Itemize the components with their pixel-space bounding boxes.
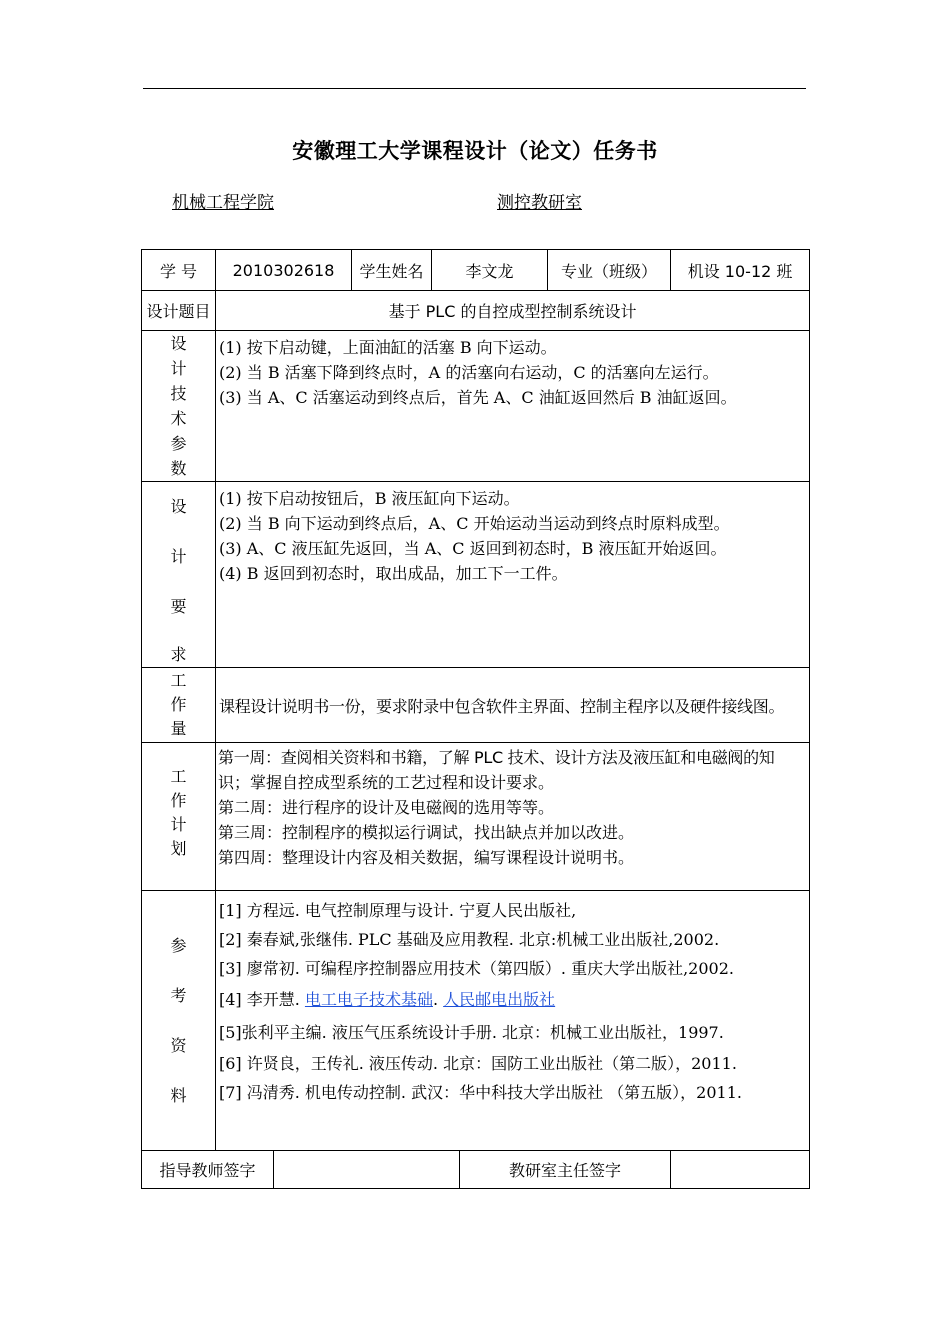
reference-item: [4] 李开慧. 电工电子技术基础. 人民邮电出版社	[219, 990, 556, 1009]
tech-params-label: 设 计 技 术 参 数	[142, 331, 216, 482]
reference-link-book[interactable]: 电工电子技术基础	[304, 990, 433, 1009]
advisor-signature-label: 指导教师签字	[142, 1151, 274, 1189]
page-title: 安徽理工大学课程设计（论文）任务书	[292, 139, 658, 163]
requirement-line: (3) A、C 液压缸先返回，当 A、C 返回到初态时，B 液压缸开始返回。	[219, 539, 727, 558]
student-name-value: 李文龙	[432, 250, 548, 291]
work-plan-line: 第三周：控制程序的模拟运行调试，找出缺点并加以改进。	[218, 823, 635, 842]
workload-label: 工 作 量	[142, 668, 216, 743]
advisor-signature-field[interactable]	[274, 1151, 460, 1189]
director-signature-field[interactable]	[671, 1151, 810, 1189]
reference-link-publisher[interactable]: 人民邮电出版社	[443, 990, 556, 1009]
work-plan-content	[216, 743, 810, 891]
work-plan-line: 第一周：查阅相关资料和书籍，了解 PLC 技术、设计方法及液压缸和电磁阀的知	[218, 748, 775, 767]
workload-row	[142, 668, 810, 743]
references-content	[216, 891, 810, 1151]
tech-param-line: (3) 当 A、C 活塞运动到终点后，首先 A、C 油缸返回然后 B 油缸返回。	[219, 388, 737, 407]
work-plan-line: 第二周：进行程序的设计及电磁阀的选用等等。	[218, 798, 555, 817]
director-signature-label: 教研室主任签字	[460, 1151, 671, 1189]
signature-row	[142, 1151, 810, 1189]
reference-item: [5]张利平主编. 液压气压系统设计手册. 北京：机械工业出版社，1997.	[219, 1023, 724, 1042]
requirement-line: (1) 按下启动按钮后，B 液压缸向下运动。	[219, 489, 520, 508]
reference-item: [6] 许贤良，王传礼. 液压传动. 北京：国防工业出版社（第二版），2011.	[219, 1054, 737, 1073]
requirements-content	[216, 482, 810, 668]
reference-item: [1] 方程远. 电气控制原理与设计. 宁夏人民出版社,	[219, 901, 577, 920]
topic-row	[142, 291, 810, 331]
student-id-value: 2010302618	[216, 250, 352, 291]
references-label: 参 考 资 料	[142, 891, 216, 1151]
work-plan-line: 第四周：整理设计内容及相关数据，编写课程设计说明书。	[218, 848, 635, 867]
reference-item: [7] 冯清秀. 机电传动控制. 武汉：华中科技大学出版社 （第五版），2011.	[219, 1083, 742, 1102]
major-value: 机设 10-12 班	[671, 250, 810, 291]
references-row	[142, 891, 810, 1151]
student-info-row	[142, 250, 810, 291]
work-plan-line: 识；掌握自控成型系统的工艺过程和设计要求。	[218, 773, 555, 792]
office-name: 测控教研室	[497, 193, 582, 213]
student-id-label: 学 号	[142, 250, 216, 291]
work-plan-row	[142, 743, 810, 891]
college-name: 机械工程学院	[172, 193, 274, 213]
workload-content: 课程设计说明书一份，要求附录中包含软件主界面、控制主程序以及硬件接线图。	[216, 668, 810, 743]
student-name-label: 学生姓名	[352, 250, 432, 291]
task-form-table	[141, 249, 810, 1189]
requirements-label: 设 计 要 求	[142, 482, 216, 668]
tech-params-row	[142, 331, 810, 482]
work-plan-label: 工 作 计 划	[142, 743, 216, 891]
major-label: 专业（班级）	[548, 250, 671, 291]
requirement-line: (2) 当 B 向下运动到终点后，A、C 开始运动当运动到终点时原料成型。	[219, 514, 730, 533]
tech-params-content	[216, 331, 810, 482]
top-rule	[143, 88, 806, 89]
tech-param-line: (1) 按下启动键，上面油缸的活塞 B 向下运动。	[219, 338, 557, 357]
reference-item: [3] 廖常初. 可编程序控制器应用技术（第四版）. 重庆大学出版社,2002.	[219, 959, 734, 978]
topic-label: 设计题目	[142, 291, 216, 331]
tech-param-line: (2) 当 B 活塞下降到终点时，A 的活塞向右运动，C 的活塞向左运行。	[219, 363, 719, 382]
requirement-line: (4) B 返回到初态时，取出成品，加工下一工件。	[219, 564, 568, 583]
topic-value: 基于 PLC 的自控成型控制系统设计	[216, 291, 810, 331]
reference-item: [2] 秦春斌,张继伟. PLC 基础及应用教程. 北京:机械工业出版社,2002.	[219, 930, 720, 949]
requirements-row	[142, 482, 810, 668]
